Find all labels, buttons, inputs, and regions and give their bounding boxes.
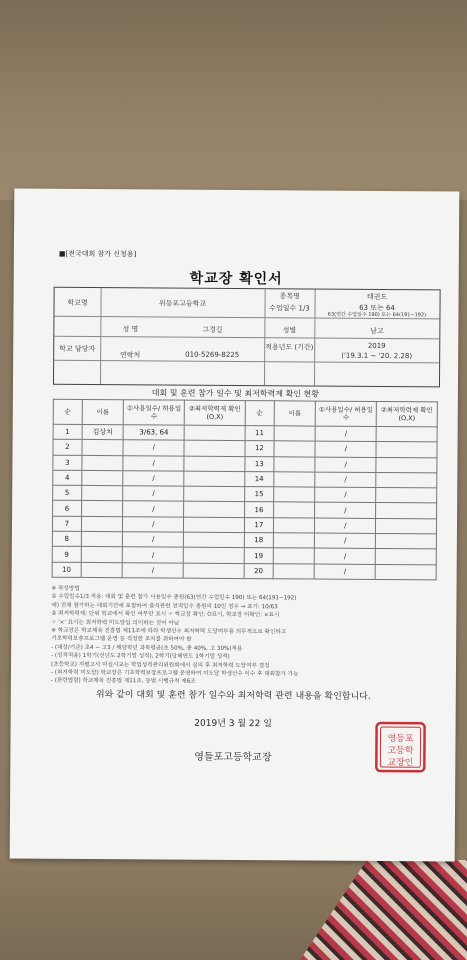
col-no: 순: [245, 401, 274, 426]
table-caption: 대회 및 훈련 참가 일수 및 최저학력제 확인 현황: [151, 388, 320, 399]
table-cell-no: 8: [52, 531, 81, 546]
table-cell-check: [375, 564, 436, 580]
table-cell-days: /: [315, 487, 376, 503]
table-row: [52, 562, 436, 580]
note-line: ☞ '×' 표시는 최저학력 미도달임 의미하는 것이 아님: [51, 619, 180, 627]
table-cell-check: [183, 548, 244, 564]
table-cell-days: /: [123, 547, 184, 563]
table-cell-days: /: [315, 472, 376, 488]
document-date: 2019년 3 월 22 일: [194, 718, 272, 730]
signer-name: 영들포고등학교장: [194, 751, 272, 764]
table-cell-name: [274, 456, 316, 472]
table-cell-no: 5: [53, 485, 82, 500]
table-cell-name: [273, 533, 315, 549]
table-cell-days: /: [315, 533, 376, 549]
staff-label: 학교 담당자: [59, 344, 96, 354]
year-value: 2019: [367, 341, 386, 351]
table-cell-check: [184, 425, 245, 441]
table-cell-name: [81, 501, 123, 517]
table-cell-name: [82, 455, 124, 471]
table-cell-name: [273, 518, 315, 534]
table-cell-no: 12: [245, 441, 274, 456]
note-line: - (최저학력 미도달) 학교장은 기초학력보장프로그램 운영하여 미도달 학생선수 이수 후 대회참가 가능: [50, 669, 299, 678]
days-label: 수업일수 1/3: [269, 304, 310, 313]
confirm-statement: 위와 같이 대회 및 훈련 참가 일수와 최저학력 관련 내용을 확인합니다.: [95, 690, 371, 702]
table-cell-days: /: [123, 486, 184, 502]
note-line: (초등학교) 지필고사 미실시교는 학업성적관리위원회에서 심의 후 최저학력 도달여부 결정: [51, 661, 270, 669]
col-name: 이름: [274, 401, 316, 426]
table-cell-name: [273, 487, 315, 503]
table-cell-check: [376, 426, 437, 442]
table-cell-days: /: [314, 564, 375, 580]
info-box: [53, 287, 441, 388]
table-cell-name: [81, 516, 123, 532]
sport-label: 종목명: [279, 292, 300, 301]
table-cell-name: [82, 440, 124, 456]
table-cell-days: 3/63, 64: [123, 425, 184, 441]
table-cell-days: /: [315, 548, 376, 564]
note-line: - (성적적용) 1학기(선년도 2학기말 성적), 2학기(당해연도 1학기말 성적): [51, 652, 230, 661]
note-line: ※ 학교장은 학교체육 진흥법 제11조에 따라 학생선수 최저학력 도달여부를 의무적으로 확인하고: [51, 627, 287, 636]
name-value: 그경길: [202, 325, 223, 334]
table-cell-check: [184, 502, 245, 518]
table-cell-no: 4: [53, 470, 82, 485]
table-cell-days: /: [315, 441, 376, 457]
table-cell-name: [81, 562, 123, 578]
table-cell-name: [273, 502, 315, 518]
school-label: 학교명: [67, 298, 88, 307]
svg-text:영등포: 영등포: [387, 734, 414, 745]
svg-text:고등학: 고등학: [387, 746, 414, 757]
note-line: ② 최저학력제: 단위 학교에서 확인 여부만 표시 ☞ 학교장 확인: O표시, 학교장 미확인: ×표시: [51, 610, 280, 619]
contact-label: 연락처: [119, 351, 141, 360]
table-cell-no: 20: [244, 563, 273, 578]
participation-table: [52, 399, 438, 581]
col-no: 순: [53, 399, 82, 424]
table-cell-check: [375, 549, 436, 565]
col-check: ②최저학력제 확인(O,X): [376, 401, 437, 426]
note-line: ① 수업일수1/3 적용: 대회 및 훈련 참가 사용일수 총원(63(연간 수업일수 190) 또는 64(191~192): [51, 594, 297, 602]
col-check: ②최저학력제 확인(O,X): [184, 400, 245, 425]
document-title: 학교장 확인서: [189, 270, 283, 288]
note-line: 기초학력보충프로그램 운영 등 적정한 조치를 취하여야 함: [51, 636, 192, 644]
table-cell-name: [81, 547, 123, 563]
table-cell-days: /: [315, 457, 376, 473]
table-cell-name: 김상치: [82, 424, 124, 440]
table-cell-days: /: [315, 503, 376, 519]
contact-value: 010-5269-8225: [185, 350, 240, 360]
table-cell-check: [376, 534, 437, 550]
gender-value: 남고: [370, 326, 384, 336]
background-top: [0, 0, 467, 200]
table-cell-name: [82, 470, 124, 486]
sport-value: 태권도: [366, 292, 388, 302]
table-cell-name: [273, 563, 315, 579]
table-cell-check: [376, 457, 437, 473]
table-cell-check: [376, 518, 437, 534]
note-line: ※ 작성방법: [51, 585, 80, 592]
document-tag: ■[전국대회 참가 신청용]: [58, 249, 137, 259]
col-name: 이름: [82, 399, 124, 424]
note-line: 에) 전체 참가하는 대회기간에 포함하여 출석관련 전적일수 총원의 10일 경우 → 표기: 10/63: [51, 602, 278, 611]
document-paper: [10, 188, 460, 861]
year-period: ('19.3.1 ~ '20. 2.28): [341, 351, 413, 361]
table-cell-no: 14: [245, 471, 274, 486]
table-body: [52, 424, 437, 580]
table-cell-check: [184, 486, 245, 502]
table-cell-days: /: [123, 440, 184, 456]
table-cell-days: /: [315, 426, 376, 442]
table-cell-no: 10: [52, 562, 81, 577]
days-detail: 63(연간 수업일수 190) 또는 64(191~192): [327, 311, 427, 319]
name-label: 성 명: [122, 325, 139, 334]
table-cell-days: /: [123, 517, 184, 533]
table-cell-days: /: [123, 471, 184, 487]
table-cell-name: [273, 548, 315, 564]
table-cell-name: [81, 532, 123, 548]
table-cell-check: [184, 456, 245, 472]
table-cell-no: 18: [244, 533, 273, 548]
gender-label: 성별: [282, 326, 297, 335]
table-cell-check: [184, 471, 245, 487]
table-cell-check: [376, 442, 437, 458]
table-cell-check: [376, 488, 437, 504]
days-value: 63 또는 64: [359, 303, 395, 313]
table-cell-days: /: [123, 532, 184, 548]
table-cell-no: 6: [53, 501, 82, 516]
instructions: [51, 585, 442, 689]
table-cell-days: /: [123, 501, 184, 517]
table-cell-no: 17: [244, 517, 273, 532]
table-cell-no: 16: [245, 502, 274, 517]
table-cell-no: 13: [245, 456, 274, 471]
note-line: - (대상/기준) 초4 ~ 고3 / 해당학년 과목평균(초 50%, 중 40%, 고 30%)적용: [51, 644, 243, 652]
table-cell-no: 19: [244, 548, 273, 563]
table-cell-days: /: [315, 518, 376, 534]
school-name: 위등포고등학교: [158, 299, 207, 308]
official-seal: [374, 721, 426, 773]
table-cell-name: [274, 472, 316, 488]
col-days: ①사용일수/ 허용일수: [124, 400, 185, 425]
note-line: - (관련법령) 학교체육 진흥법 제11조, 동법 시행규칙 제6조: [50, 678, 196, 686]
table-cell-check: [376, 503, 437, 519]
table-cell-no: 3: [53, 455, 82, 470]
table-cell-no: 9: [52, 547, 81, 562]
table-cell-check: [184, 517, 245, 533]
table-cell-check: [184, 532, 245, 548]
table-cell-no: 11: [245, 426, 274, 441]
col-days: ①사용일수/ 허용일수: [316, 401, 377, 426]
table-cell-name: [274, 441, 316, 457]
table-cell-no: 7: [52, 516, 81, 531]
table-cell-check: [376, 472, 437, 488]
table-cell-name: [274, 426, 316, 442]
table-cell-no: 15: [245, 487, 274, 502]
year-label: 적용년도 (기간): [265, 343, 314, 352]
table-cell-days: /: [123, 562, 184, 578]
table-cell-no: 1: [53, 424, 82, 439]
table-cell-days: /: [123, 455, 184, 471]
table-cell-name: [81, 486, 123, 502]
svg-text:교장인: 교장인: [387, 758, 414, 769]
table-cell-check: [184, 440, 245, 456]
table-cell-no: 2: [53, 440, 82, 455]
table-cell-check: [183, 563, 244, 579]
